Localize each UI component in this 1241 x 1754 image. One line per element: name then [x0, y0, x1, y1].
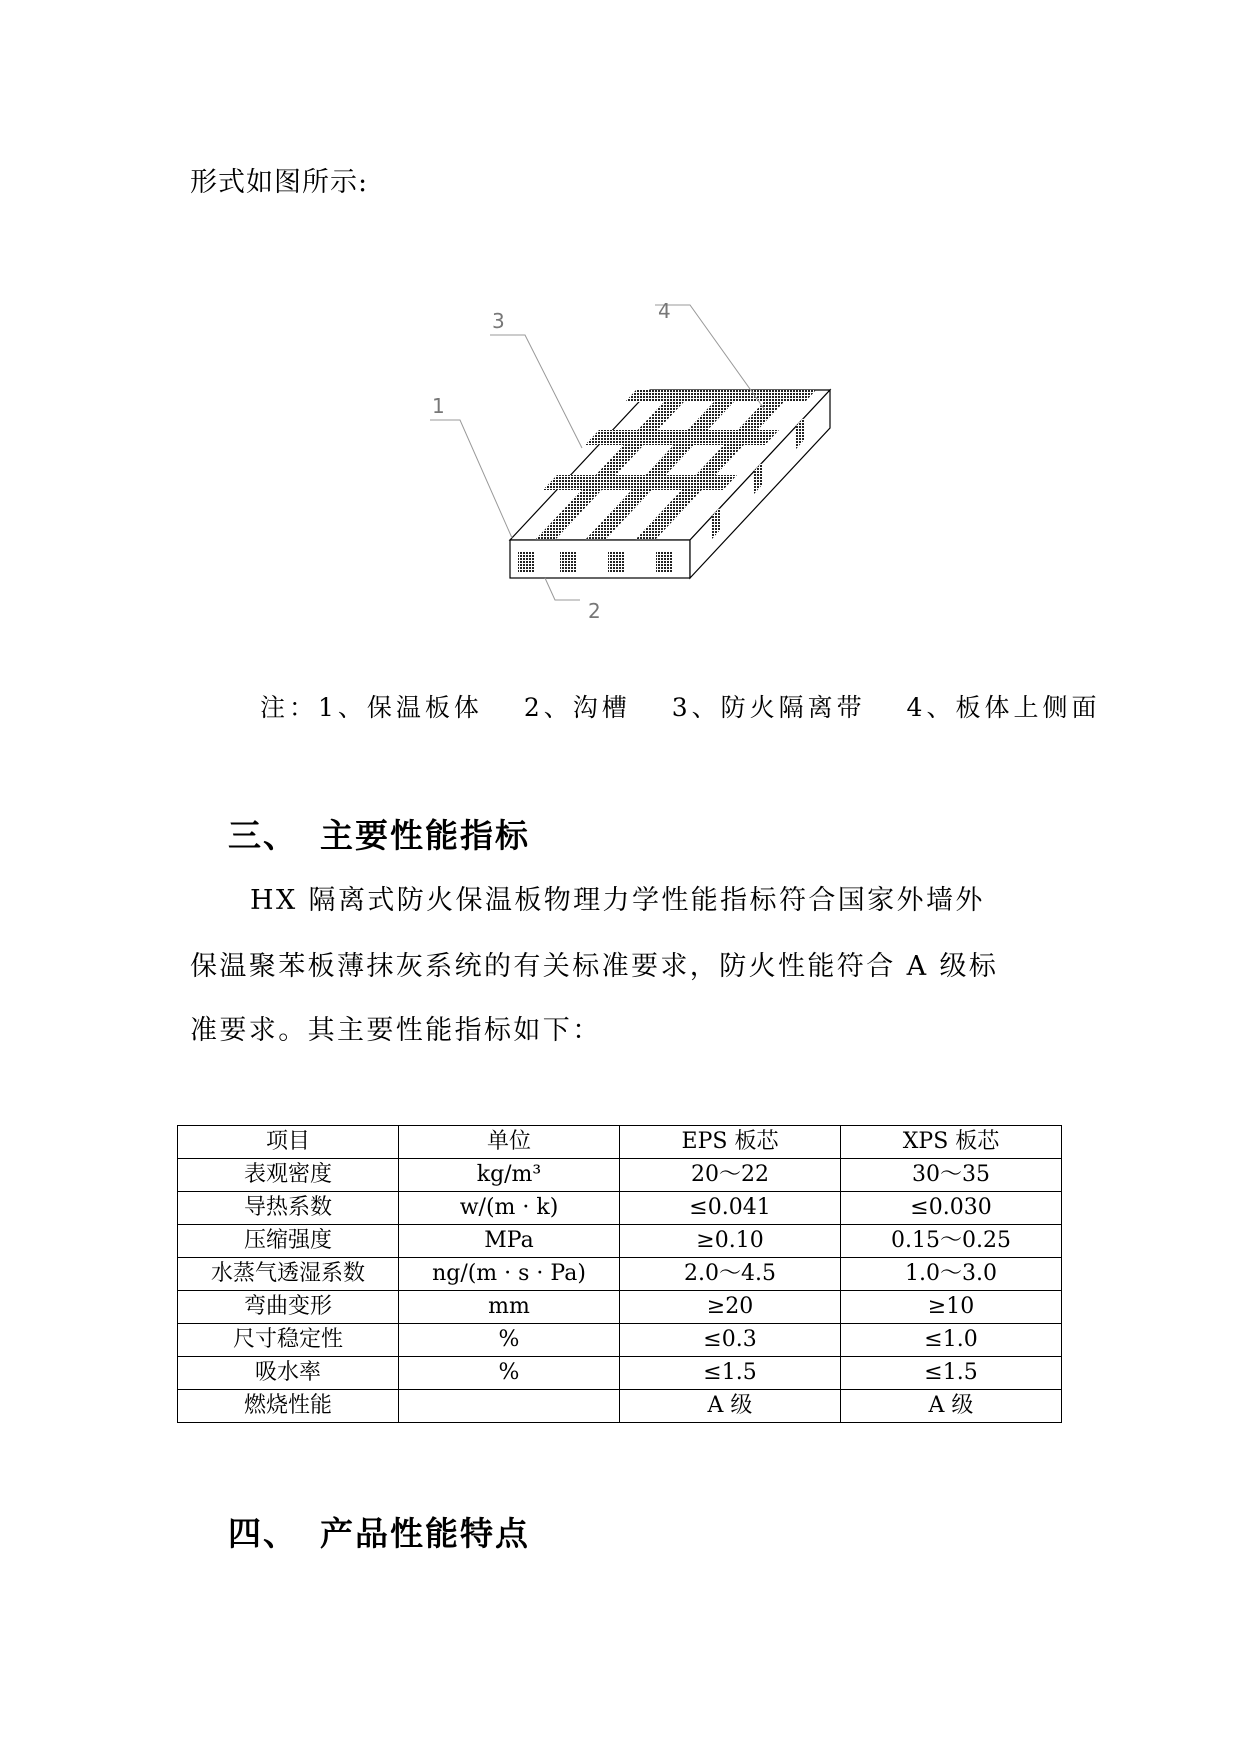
table-cell: 燃烧性能	[178, 1390, 399, 1423]
table-cell: ng/(m · s · Pa)	[399, 1258, 620, 1291]
table-cell: ≥20	[620, 1291, 841, 1324]
performance-table	[177, 1125, 1062, 1423]
table-cell: 吸水率	[178, 1357, 399, 1390]
table-cell: 0.15～0.25	[841, 1225, 1062, 1258]
leader-line-2	[545, 578, 580, 600]
table-cell: ≤0.041	[620, 1192, 841, 1225]
groove	[518, 552, 534, 572]
table-row	[178, 1159, 1062, 1192]
table-row	[178, 1192, 1062, 1225]
table-header-row	[178, 1126, 1062, 1159]
groove	[560, 552, 576, 572]
table-cell: 1.0～3.0	[841, 1258, 1062, 1291]
leader-line-1	[430, 420, 512, 538]
figure-label-3: 3	[492, 309, 505, 333]
table-cell: 导热系数	[178, 1192, 399, 1225]
table-cell: 弯曲变形	[178, 1291, 399, 1324]
table-cell: 尺寸稳定性	[178, 1324, 399, 1357]
table-cell: ≥10	[841, 1291, 1062, 1324]
table-cell: ≤1.0	[841, 1324, 1062, 1357]
figure-label-4: 4	[658, 300, 671, 323]
figure-label-1: 1	[432, 394, 445, 418]
header-cell: EPS 板芯	[620, 1126, 841, 1159]
section-title: 主要性能指标	[320, 816, 530, 855]
figure-label-2: 2	[588, 599, 601, 623]
header-cell: XPS 板芯	[841, 1126, 1062, 1159]
section-heading-3	[228, 810, 530, 857]
table-cell: kg/m³	[399, 1159, 620, 1192]
table-row	[178, 1225, 1062, 1258]
table-cell: ≤0.030	[841, 1192, 1062, 1225]
table-cell: ≤1.5	[620, 1357, 841, 1390]
table-cell: 30～35	[841, 1159, 1062, 1192]
table-cell: ≤0.3	[620, 1324, 841, 1357]
figure-caption: 注：1、保温板体 2、沟槽 3、防火隔离带 4、板体上侧面	[260, 693, 1101, 722]
board-diagram-svg	[430, 300, 850, 630]
table-cell: A 级	[841, 1390, 1062, 1423]
section-title: 产品性能特点	[320, 1514, 530, 1553]
table-cell: 水蒸气透湿系数	[178, 1258, 399, 1291]
table-row	[178, 1258, 1062, 1291]
table-cell: A 级	[620, 1390, 841, 1423]
table-cell: %	[399, 1357, 620, 1390]
paragraph-line: 准要求。其主要性能指标如下：	[190, 1015, 602, 1046]
table-cell: 20～22	[620, 1159, 841, 1192]
section-heading-4	[228, 1508, 530, 1555]
table-row	[178, 1324, 1062, 1357]
table-cell: 表观密度	[178, 1159, 399, 1192]
header-cell: 项目	[178, 1126, 399, 1159]
table-cell: ≤1.5	[841, 1357, 1062, 1390]
table-cell: 2.0～4.5	[620, 1258, 841, 1291]
section-number: 三、	[228, 816, 298, 855]
table-cell	[399, 1390, 620, 1423]
table-row	[178, 1357, 1062, 1390]
table-cell: mm	[399, 1291, 620, 1324]
table-row	[178, 1291, 1062, 1324]
table-cell: w/(m · k)	[399, 1192, 620, 1225]
table-cell: MPa	[399, 1225, 620, 1258]
intro-text: 形式如图所示:	[190, 167, 369, 198]
table-cell: ≥0.10	[620, 1225, 841, 1258]
table-cell: %	[399, 1324, 620, 1357]
paragraph-line: 保温聚苯板薄抹灰系统的有关标准要求，防火性能符合 A 级标	[190, 951, 999, 982]
table-cell: 压缩强度	[178, 1225, 399, 1258]
leader-line-3	[490, 335, 582, 448]
table-row	[178, 1390, 1062, 1423]
header-cell: 单位	[399, 1126, 620, 1159]
board-diagram	[430, 300, 850, 630]
section-number: 四、	[228, 1514, 298, 1553]
groove	[608, 552, 624, 572]
groove	[656, 552, 672, 572]
paragraph-line: HX 隔离式防火保温板物理力学性能指标符合国家外墙外	[250, 885, 985, 916]
